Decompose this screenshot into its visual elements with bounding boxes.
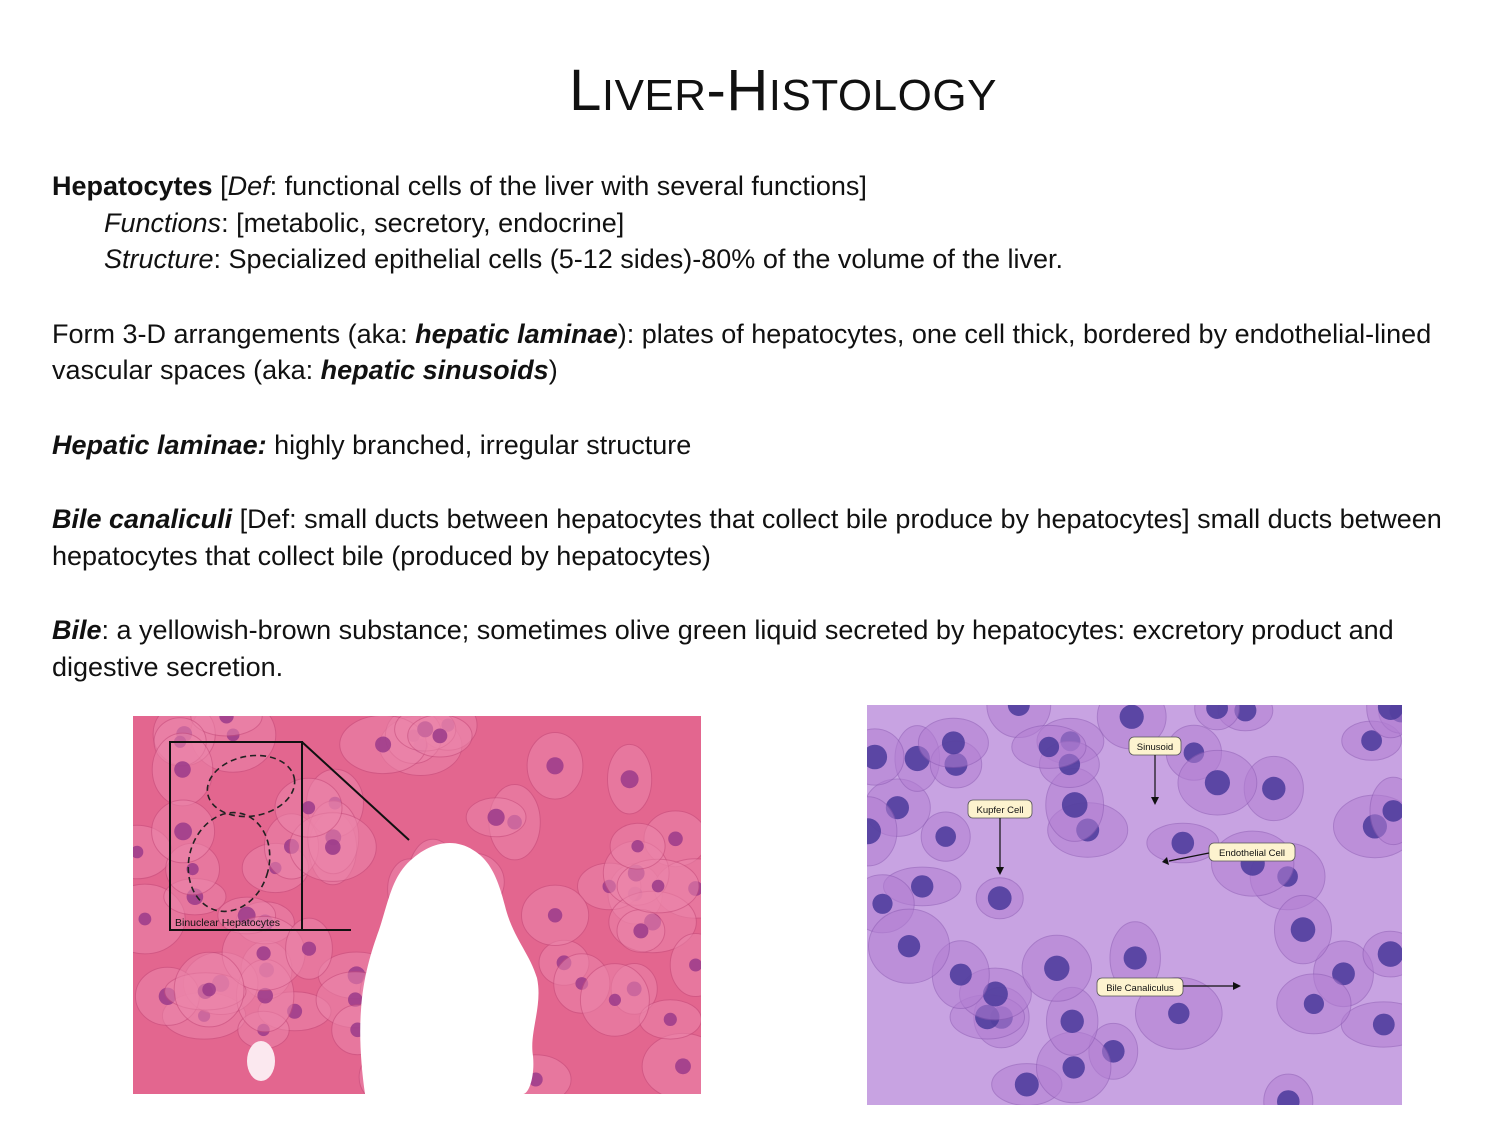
title-separator: - xyxy=(706,58,727,123)
form-mid: ): plates of hepatocytes, one cell thick, bordered by endothelial-lined vascular spaces (aka: xyxy=(52,318,1432,385)
bile-term: Bile xyxy=(52,615,102,645)
kupfer-label: Kupfer Cell xyxy=(976,805,1024,816)
functions-line xyxy=(52,205,1472,242)
form-pre: Form 3-D arrangements (aka: xyxy=(52,318,416,349)
canaliculi-text: [Def: small ducts between hepatocytes that collect bile produce by hepatocytes] small ducts between hepatocytes that collect bile (produced by hepatocytes) xyxy=(52,504,1442,571)
hepatocytes-term: Hepatocytes xyxy=(52,171,213,201)
hepatocytes-line xyxy=(52,168,1472,205)
canaliculi-paragraph xyxy=(52,501,1472,574)
def-text: : functional cells of the liver with several functions] xyxy=(269,171,867,201)
functions-text: : [metabolic, secretory, endocrine] xyxy=(221,207,625,238)
laminae-term: Hepatic laminae: xyxy=(52,429,267,460)
title-rest-h: ISTOLOGY xyxy=(768,71,997,120)
form-term-laminae: hepatic laminae xyxy=(415,318,618,349)
slide-title xyxy=(0,56,1500,131)
structure-text: : Specialized epithelial cells (5-12 sides)-80% of the volume of the liver. xyxy=(213,244,1063,274)
title-initial-l: L xyxy=(569,58,602,123)
form-paragraph xyxy=(52,316,1472,389)
sinusoid-label: Sinusoid xyxy=(1136,742,1174,753)
bile-paragraph xyxy=(52,612,1472,685)
slide-body xyxy=(52,168,1472,685)
bile-text: : a yellowish-brown substance; sometimes olive green liquid secreted by hepatocytes: excretory product and digestive secretion. xyxy=(52,615,1394,682)
left-micrograph-svg xyxy=(133,716,701,1094)
right-micrograph-svg xyxy=(867,705,1402,1105)
functions-label: Functions xyxy=(104,207,222,238)
title-initial-h: H xyxy=(726,58,769,123)
inset-label: Binuclear Hepatocytes xyxy=(175,917,281,929)
def-label: Def xyxy=(227,171,270,201)
canaliculus-label: Bile Canaliculus xyxy=(1106,983,1174,994)
form-term-sinusoids: hepatic sinusoids xyxy=(320,355,549,385)
def-open: [ xyxy=(212,171,228,201)
structure-line xyxy=(52,241,1472,278)
form-post: ) xyxy=(548,355,558,385)
binuclear-hepatocytes-micrograph xyxy=(133,716,701,1094)
small-lumen xyxy=(247,1041,275,1081)
endothelial-label: Endothelial Cell xyxy=(1218,848,1286,859)
laminae-paragraph xyxy=(52,427,1472,464)
structure-label: Structure xyxy=(104,244,214,274)
liver-lobule-micrograph xyxy=(867,705,1402,1105)
laminae-text: highly branched, irregular structure xyxy=(266,429,692,460)
canaliculi-term: Bile canaliculi xyxy=(52,504,233,534)
title-rest-l: IVER xyxy=(601,71,707,120)
